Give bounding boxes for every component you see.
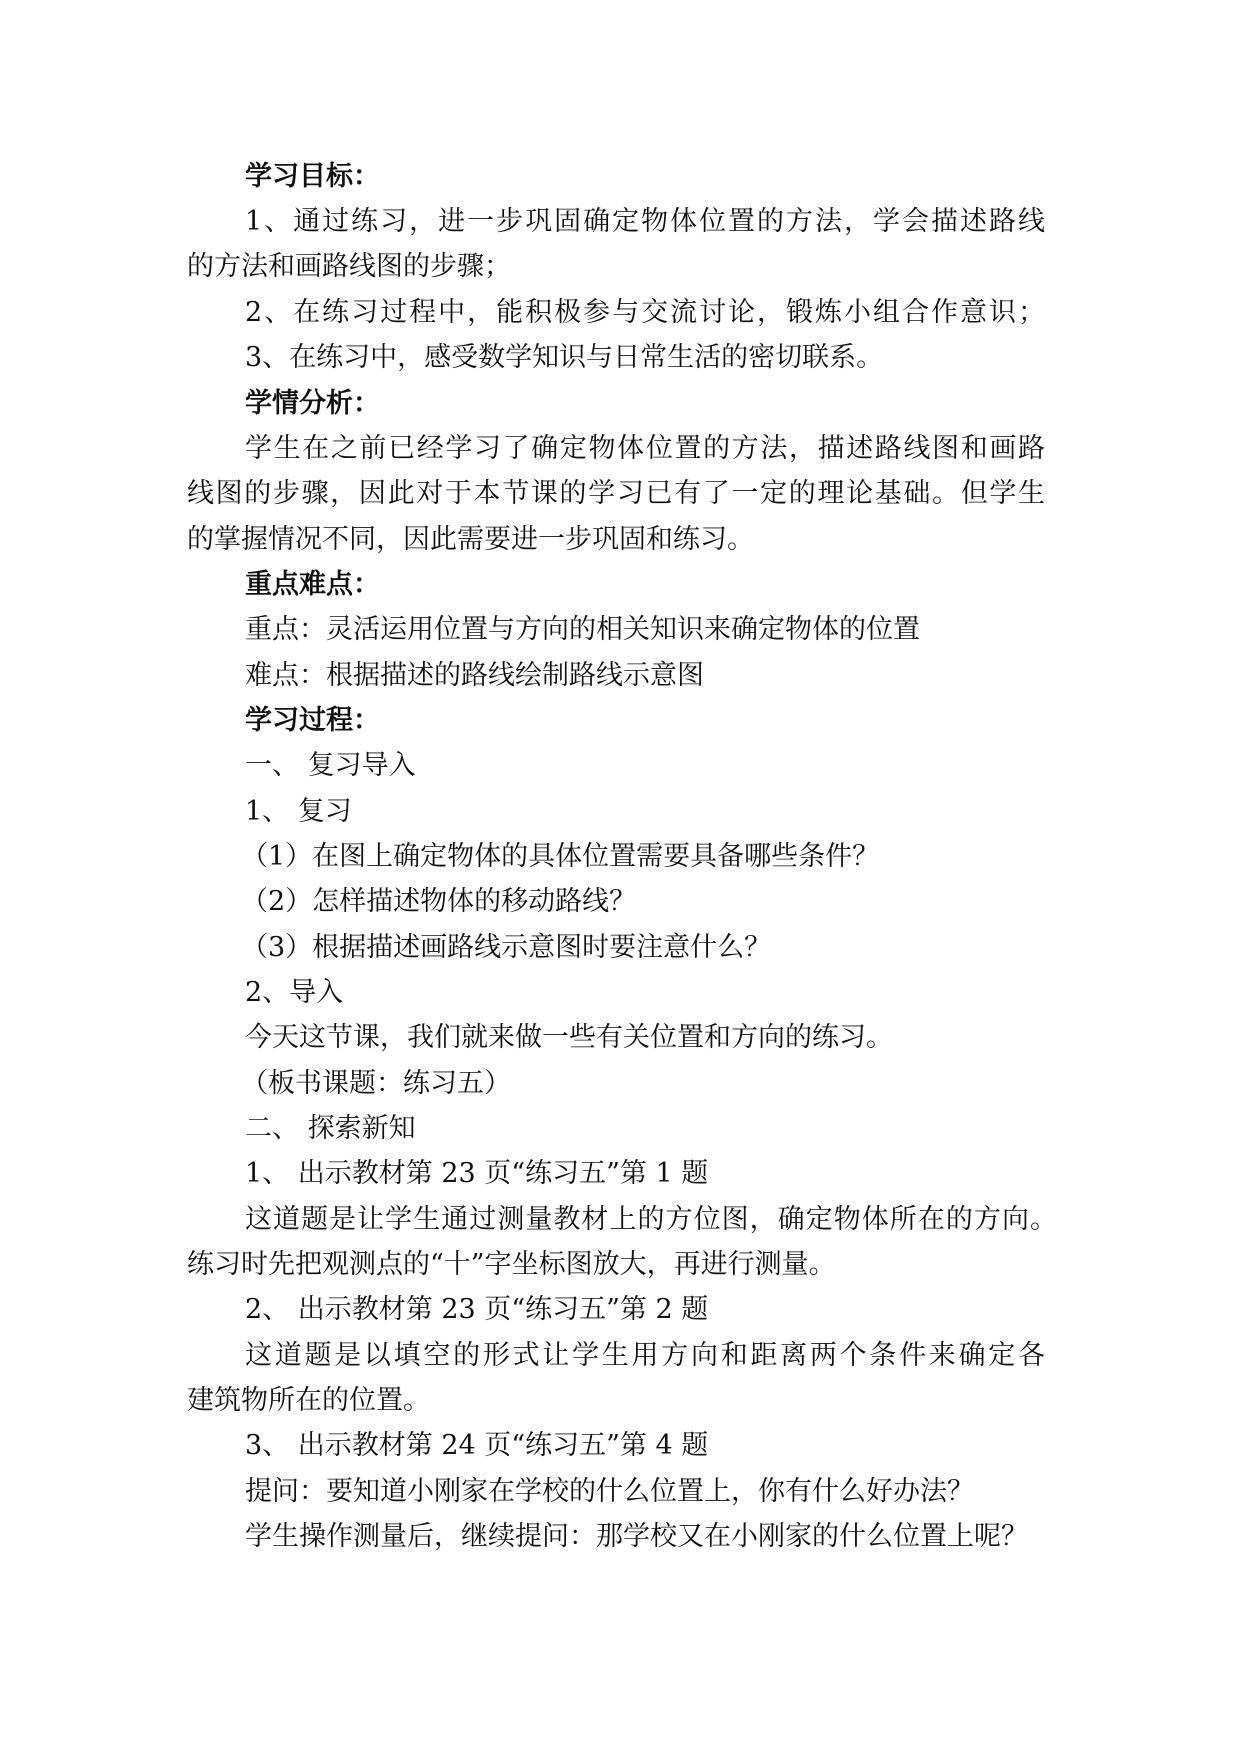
process-heading: 学习过程： — [245, 705, 380, 736]
analysis-line-3: 的掌握情况不同，因此需要进一步巩固和练习。 — [187, 524, 754, 555]
objective-item-3: 3、在练习中，感受数学知识与日常生活的密切联系。 — [245, 342, 884, 373]
review-question-1: （1）在图上确定物体的具体位置需要具备哪些条件？ — [241, 841, 880, 872]
objective-item-2: 2、在练习过程中，能积极参与交流讨论，锻炼小组合作意识； — [245, 297, 1045, 328]
exercise-2-title: 2、 出示教材第 23 页“练习五”第 2 题 — [245, 1294, 709, 1325]
exercise-2-line-1: 这道题是以填空的形式让学生用方向和距离两个条件来确定各 — [245, 1340, 1045, 1371]
key-point-text: 重点：灵活运用位置与方向的相关知识来确定物体的位置 — [245, 614, 920, 645]
objective-item-1-line-2: 的方法和画路线图的步骤； — [187, 251, 511, 282]
key-points-heading: 重点难点： — [245, 569, 380, 600]
objectives-heading: 学习目标： — [245, 161, 380, 192]
part-1-subsection-1: 1、 复习 — [245, 796, 352, 827]
exercise-3-title: 3、 出示教材第 24 页“练习五”第 4 题 — [245, 1430, 709, 1461]
exercise-3-line-1: 提问：要知道小刚家在学校的什么位置上，你有什么好办法？ — [245, 1476, 974, 1507]
intro-text: 今天这节课，我们就来做一些有关位置和方向的练习。 — [245, 1022, 893, 1053]
part-2-title: 二、 探索新知 — [245, 1113, 416, 1144]
analysis-line-2: 线图的步骤，因此对于本节课的学习已有了一定的理论基础。但学生 — [187, 478, 1045, 509]
review-question-3: （3）根据描述画路线示意图时要注意什么？ — [241, 932, 772, 963]
analysis-line-1: 学生在之前已经学习了确定物体位置的方法，描述路线图和画路 — [245, 433, 1045, 464]
board-title: （板书课题：练习五） — [241, 1068, 511, 1099]
difficulty-text: 难点：根据描述的路线绘制路线示意图 — [245, 660, 704, 691]
exercise-3-line-2: 学生操作测量后，继续提问：那学校又在小刚家的什么位置上呢？ — [245, 1521, 1028, 1552]
review-question-2: （2）怎样描述物体的移动路线？ — [241, 886, 637, 917]
exercise-1-line-1: 这道题是让学生通过测量教材上的方位图，确定物体所在的方向。 — [245, 1204, 1057, 1235]
exercise-1-title: 1、 出示教材第 23 页“练习五”第 1 题 — [245, 1158, 709, 1189]
exercise-2-line-2: 建筑物所在的位置。 — [187, 1385, 430, 1416]
part-1-subsection-2: 2、导入 — [245, 977, 344, 1008]
exercise-1-line-2: 练习时先把观测点的“十”字坐标图放大，再进行测量。 — [187, 1249, 836, 1280]
objective-item-1-line-1: 1、通过练习，进一步巩固确定物体位置的方法，学会描述路线 — [245, 206, 1045, 237]
analysis-heading: 学情分析： — [245, 388, 380, 419]
part-1-title: 一、 复习导入 — [245, 750, 416, 781]
